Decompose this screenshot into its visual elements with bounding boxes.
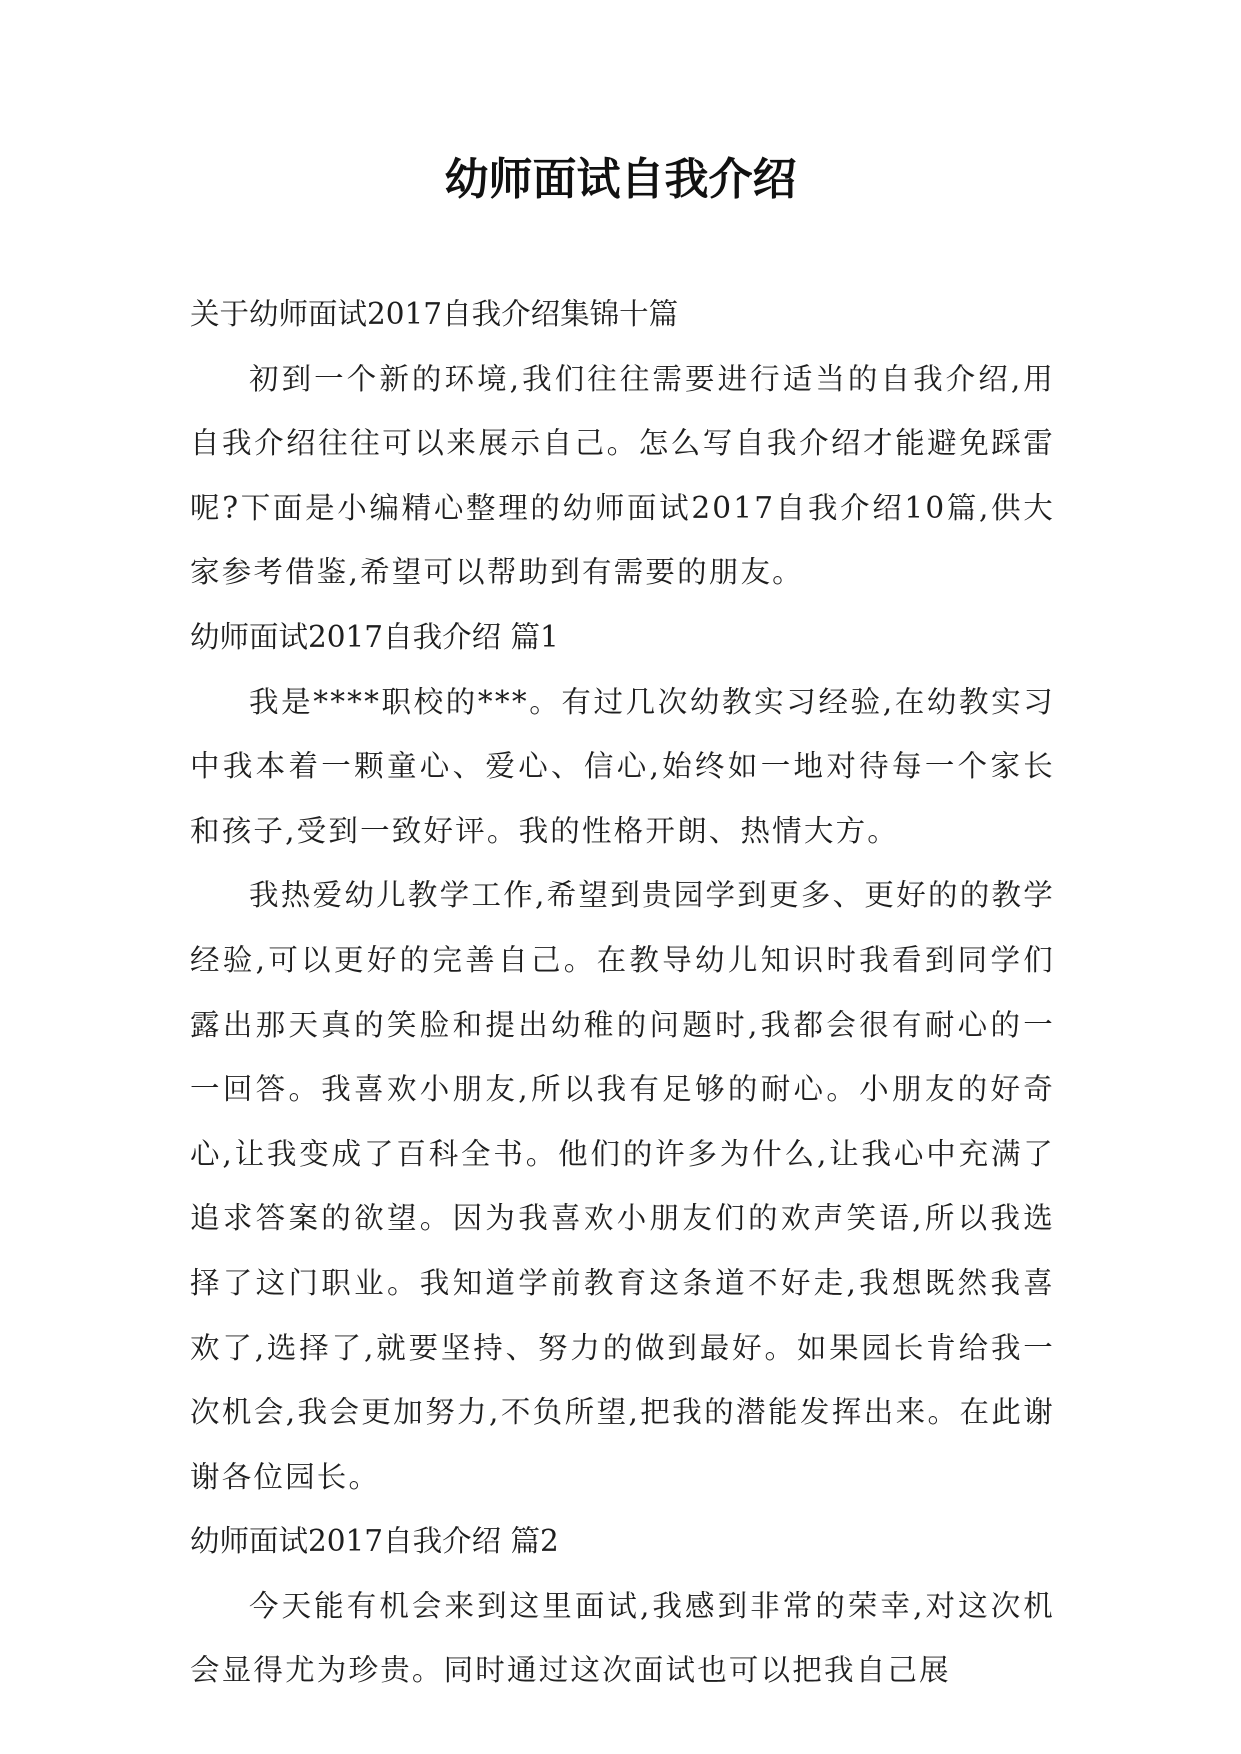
section-1-paragraph-2: 我热爱幼儿教学工作,希望到贵园学到更多、更好的的教学经验,可以更好的完善自己。在教导幼儿知识时我看到同学们露出那天真的笑脸和提出幼稚的问题时,我都会很有耐心的一一回答。我喜欢小朋友,所以我有足够的耐心。小朋友的好奇心,让我变成了百科全书。他们的许多为什么,让我心中充满了追求答案的欲望。因为我喜欢小朋友们的欢声笑语,所以我选择了这门职业。我知道学前教育这条道不好走,我想既然我喜欢了,选择了,就要坚持、努力的做到最好。如果园长肯给我一次机会,我会更加努力,不负所望,把我的潜能发挥出来。在此谢谢各位园长。 (190, 878, 1055, 1494)
document-title: 幼师面试自我介绍 (444, 154, 797, 205)
intro-paragraph: 初到一个新的环境,我们往往需要进行适当的自我介绍,用自我介绍往往可以来展示自己。怎么写自我介绍才能避免踩雷呢?下面是小编精心整理的幼师面试2017自我介绍10篇,供大家参考借鉴,希望可以帮助到有需要的朋友。 (190, 361, 1055, 590)
document-subtitle: 关于幼师面试2017自我介绍集锦十篇 (190, 297, 679, 331)
document-body (190, 282, 1055, 1703)
section-2-paragraph-1: 今天能有机会来到这里面试,我感到非常的荣幸,对这次机会显得尤为珍贵。同时通过这次面试也可以把我自己展 (190, 1588, 1055, 1688)
section-1-paragraph-1: 我是****职校的***。有过几次幼教实习经验,在幼教实习中我本着一颗童心、爱心、信心,始终如一地对待每一个家长和孩子,受到一致好评。我的性格开朗、热情大方。 (190, 684, 1055, 848)
section-heading-1: 幼师面试2017自我介绍 篇1 (190, 619, 559, 654)
section-heading-2: 幼师面试2017自我介绍 篇2 (190, 1524, 559, 1559)
